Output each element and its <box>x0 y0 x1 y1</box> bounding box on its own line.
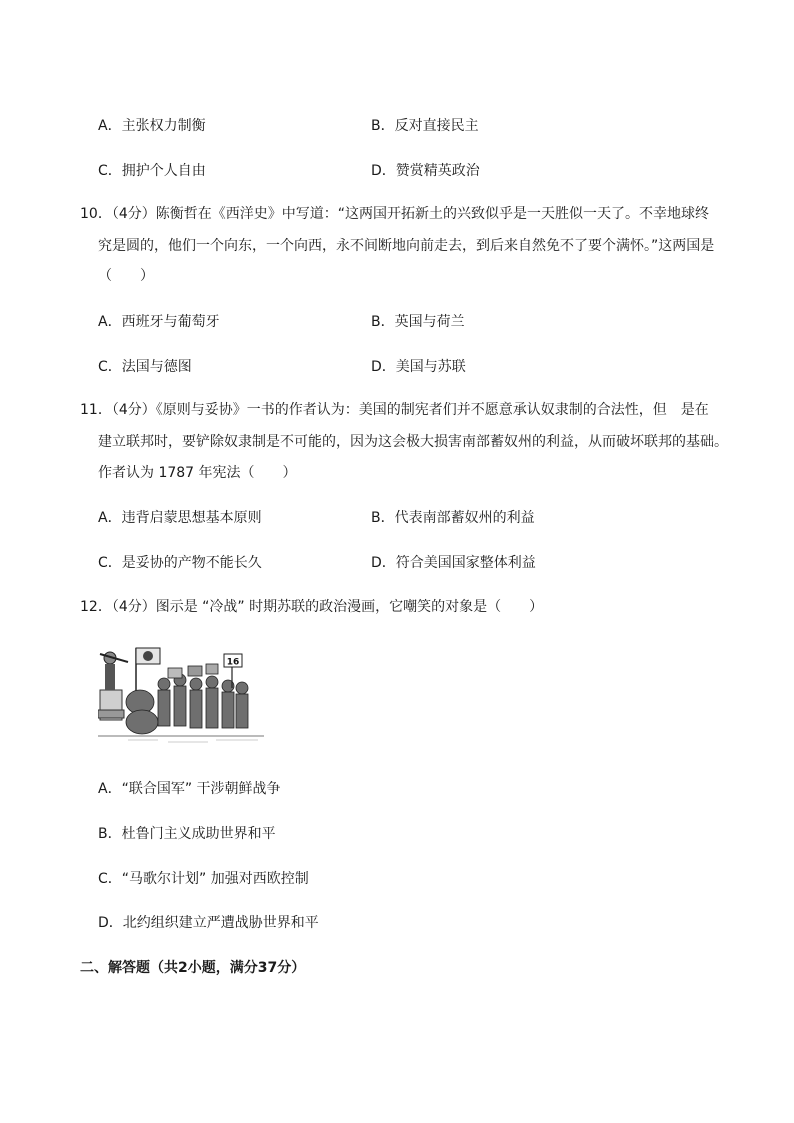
q11-option-c[interactable]: C．是妥协的产物不能长久 <box>98 555 262 571</box>
q11-option-d[interactable]: D．符合美国国家整体利益 <box>371 555 536 571</box>
q12-option-b[interactable]: B．杜鲁门主义成助世界和平 <box>98 826 276 842</box>
q9-options-row-2 <box>98 161 718 181</box>
q12-option-d[interactable]: D．北约组织建立严遭战胁世界和平 <box>98 915 319 931</box>
q10-option-d[interactable]: D．美国与苏联 <box>371 359 466 375</box>
q11-options-row-2 <box>98 553 718 573</box>
q9-option-c[interactable]: C．拥护个人自由 <box>98 163 206 179</box>
q10-stem-line-3: （ ） <box>98 268 154 284</box>
q11-option-b[interactable]: B．代表南部蓄奴州的利益 <box>371 510 535 526</box>
section-2-heading: 二、解答题（共2小题，满分37分） <box>80 960 306 976</box>
q11-options-row-1 <box>98 508 718 528</box>
q12-option-c[interactable]: C．“马歌尔计划” 加强对西欧控制 <box>98 871 309 887</box>
cartoon-sign-number: 16 <box>226 657 240 668</box>
q10-options-row-2 <box>98 357 718 377</box>
q9-options-row-1 <box>98 116 718 136</box>
q9-option-d[interactable]: D．赞赏精英政治 <box>371 163 480 179</box>
q10-option-b[interactable]: B．英国与荷兰 <box>371 314 465 330</box>
q11-stem-line-3: 作者认为 1787 年宪法（ ） <box>98 465 297 481</box>
q9-option-b[interactable]: B．反对直接民主 <box>371 118 479 134</box>
q12-stem: 12．（4分）图示是 “冷战” 时期苏联的政治漫画，它嘲笑的对象是（ ） <box>80 599 544 615</box>
political-cartoon-image <box>98 640 264 750</box>
q10-stem-line-1: 10．（4分）陈衡哲在《西洋史》中写道：“这两国开拓新土的兴致似乎是一天胜似一天了。不幸地球终 <box>80 206 709 222</box>
q10-options-row-1 <box>98 312 718 332</box>
q9-option-a[interactable]: A．主张权力制衡 <box>98 118 206 134</box>
q11-stem-line-2: 建立联邦时，要铲除奴隶制是不可能的，因为这会极大损害南部蓄奴州的利益，从而破坏联邦的基础。 <box>98 434 728 450</box>
q11-stem-line-1: 11．（4分）《原则与妥协》一书的作者认为：美国的制宪者们并不愿意承认奴隶制的合法性，但 是在 <box>80 402 709 418</box>
q10-option-a[interactable]: A．西班牙与葡萄牙 <box>98 314 220 330</box>
q10-stem-line-2: 究是圆的，他们一个向东，一个向西，永不间断地向前走去，到后来自然免不了要个满怀。”这两国是 <box>98 238 715 254</box>
q10-option-c[interactable]: C．法国与德图 <box>98 359 192 375</box>
q12-option-a[interactable]: A．“联合国军” 干涉朝鲜战争 <box>98 781 281 797</box>
q11-option-a[interactable]: A．违背启蒙思想基本原则 <box>98 510 262 526</box>
